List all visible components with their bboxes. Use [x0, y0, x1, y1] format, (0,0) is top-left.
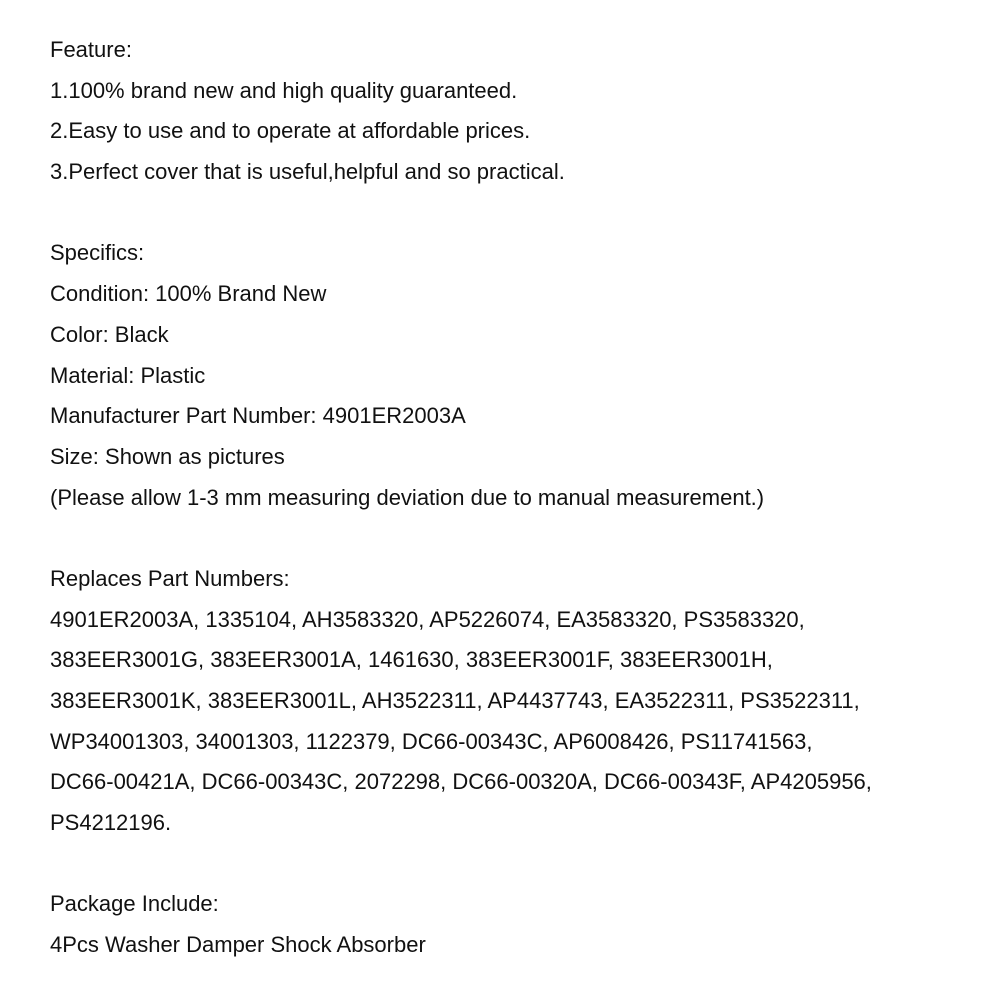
- specifics-heading: Specifics:: [50, 240, 145, 266]
- section-spacer: [50, 518, 970, 559]
- replaces-line-6: PS4212196.: [50, 810, 172, 836]
- feature-item-3: 3.Perfect cover that is useful,helpful and so practical.: [50, 159, 565, 185]
- replaces-line-1: 4901ER2003A, 1335104, AH3583320, AP5226074, EA3583320, PS3583320,: [50, 606, 805, 632]
- spec-measurement-note: (Please allow 1-3 mm measuring deviation due to manual measurement.): [50, 484, 765, 510]
- spec-material: Material: Plastic: [50, 362, 206, 388]
- replaces-line-5: DC66-00421A, DC66-00343C, 2072298, DC66-00320A, DC66-00343F, AP4205956,: [50, 769, 872, 795]
- replaces-heading: Replaces Part Numbers:: [50, 565, 290, 591]
- replaces-line-4: WP34001303, 34001303, 1122379, DC66-00343C, AP6008426, PS11741563,: [50, 728, 813, 754]
- section-spacer: [50, 844, 970, 885]
- spec-color: Color: Black: [50, 321, 169, 347]
- package-heading: Package Include:: [50, 891, 219, 917]
- feature-heading: Feature:: [50, 37, 132, 62]
- replaces-line-2: 383EER3001G, 383EER3001A, 1461630, 383EER3001F, 383EER3001H,: [50, 647, 773, 673]
- feature-item-1: 1.100% brand new and high quality guaranteed.: [50, 77, 518, 103]
- package-content: 4Pcs Washer Damper Shock Absorber: [50, 932, 426, 958]
- spec-part-number: Manufacturer Part Number: 4901ER2003A: [50, 403, 466, 429]
- spec-condition: Condition: 100% Brand New: [50, 281, 327, 307]
- product-description: [50, 30, 970, 966]
- feature-item-2: 2.Easy to use and to operate at affordable prices.: [50, 118, 531, 144]
- spec-size: Size: Shown as pictures: [50, 443, 285, 469]
- section-spacer: [50, 193, 970, 234]
- replaces-line-3: 383EER3001K, 383EER3001L, AH3522311, AP4437743, EA3522311, PS3522311,: [50, 688, 860, 713]
